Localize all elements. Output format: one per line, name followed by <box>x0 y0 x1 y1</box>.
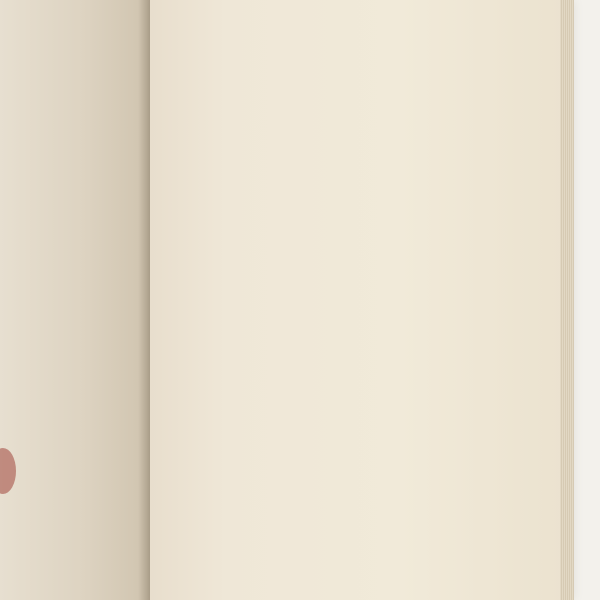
finger-shadow <box>0 448 16 494</box>
page-edges <box>560 0 574 600</box>
year-column <box>474 0 554 600</box>
left-page <box>0 0 152 600</box>
